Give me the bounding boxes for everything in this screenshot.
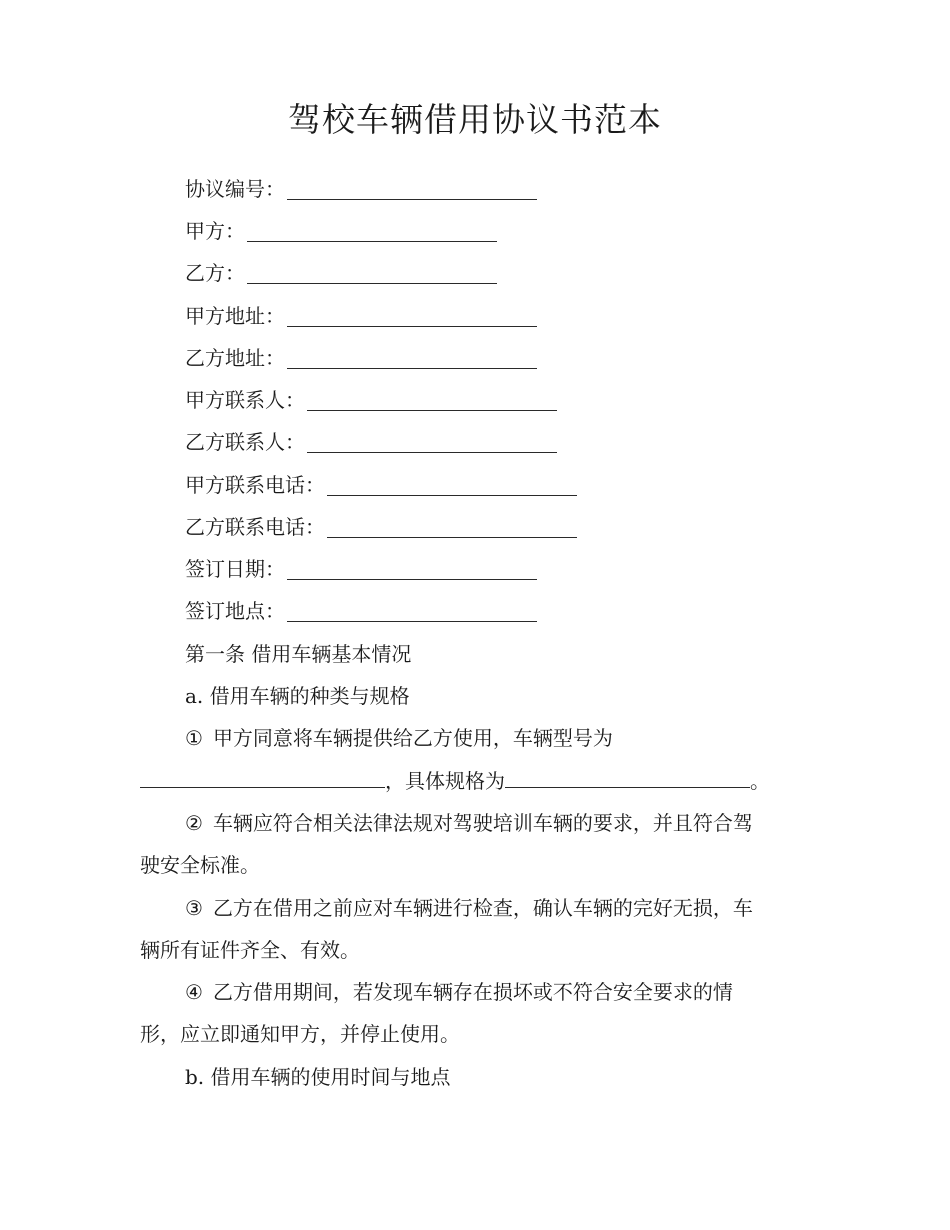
field-agreement-number xyxy=(185,174,537,204)
item-1-mid-text: ，具体规格为 xyxy=(385,769,505,793)
section-b-heading: b. 借用车辆的使用时间与地点 xyxy=(185,1065,451,1089)
field-sign-place xyxy=(185,596,537,626)
field-sign-date xyxy=(185,554,537,584)
field-party-b-address xyxy=(185,343,537,373)
document-title: 驾校车辆借用协议书范本 xyxy=(288,100,662,139)
item-1-line-1 xyxy=(185,723,613,753)
item-2-marker: ② xyxy=(185,811,203,835)
field-label: 甲方地址： xyxy=(185,304,285,328)
field-party-a-contact xyxy=(185,385,557,415)
model-blank xyxy=(140,767,385,788)
field-label: 甲方联系电话： xyxy=(185,473,325,497)
item-3-marker: ③ xyxy=(185,896,203,920)
field-label: 甲方联系人： xyxy=(185,388,305,412)
field-label: 签订地点： xyxy=(185,599,285,623)
item-1-end-text: 。 xyxy=(750,769,770,793)
field-label: 甲方： xyxy=(185,219,245,243)
fill-blank xyxy=(247,219,497,242)
item-2-line-2: 驶安全标准。 xyxy=(140,853,260,877)
fill-blank xyxy=(307,388,557,411)
fill-blank xyxy=(287,599,537,622)
item-3-text: 乙方在借用之前应对车辆进行检查，确认车辆的完好无损，车 xyxy=(212,896,753,920)
spec-blank xyxy=(505,767,750,788)
fill-blank xyxy=(247,261,497,284)
section-a-heading: a. 借用车辆的种类与规格 xyxy=(185,684,410,708)
field-label: 乙方地址： xyxy=(185,346,285,370)
fill-blank xyxy=(287,177,537,200)
fill-blank xyxy=(287,557,537,580)
fill-blank xyxy=(327,473,577,496)
fill-blank xyxy=(327,515,577,538)
item-2-text: 车辆应符合相关法律法规对驾驶培训车辆的要求，并且符合驾 xyxy=(212,811,753,835)
field-label: 乙方联系电话： xyxy=(185,515,325,539)
article-1-heading: 第一条 借用车辆基本情况 xyxy=(185,642,412,666)
item-3-line-2: 辆所有证件齐全、有效。 xyxy=(140,938,360,962)
fill-blank xyxy=(307,430,557,453)
item-1-marker: ① xyxy=(185,726,203,750)
field-party-a xyxy=(185,216,497,246)
field-party-a-address xyxy=(185,301,537,331)
fill-blank xyxy=(287,346,537,369)
item-4-line-1 xyxy=(185,977,733,1007)
item-4-text: 乙方借用期间，若发现车辆存在损坏或不符合安全要求的情 xyxy=(212,980,733,1004)
fill-blank xyxy=(287,304,537,327)
item-4-line-2: 形，应立即通知甲方，并停止使用。 xyxy=(140,1022,460,1046)
field-label: 协议编号： xyxy=(185,177,285,201)
field-party-b-phone xyxy=(185,512,577,542)
item-1-text: 甲方同意将车辆提供给乙方使用，车辆型号为 xyxy=(212,726,613,750)
field-party-b-contact xyxy=(185,427,557,457)
item-3-line-1 xyxy=(185,893,753,923)
field-party-a-phone xyxy=(185,470,577,500)
field-party-b xyxy=(185,258,497,288)
field-label: 乙方： xyxy=(185,261,245,285)
field-label: 乙方联系人： xyxy=(185,430,305,454)
item-4-marker: ④ xyxy=(185,980,203,1004)
item-1-line-2 xyxy=(140,766,770,796)
item-2-line-1 xyxy=(185,808,753,838)
field-label: 签订日期： xyxy=(185,557,285,581)
